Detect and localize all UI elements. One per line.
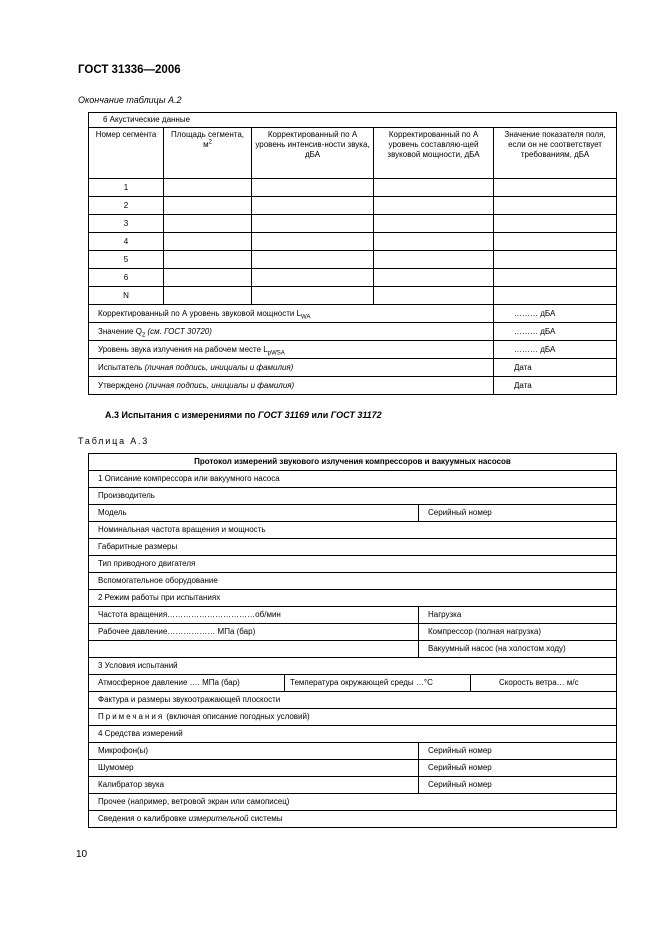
segment-cell — [252, 251, 374, 269]
segment-number: 2 — [89, 197, 164, 215]
segment-cell — [252, 269, 374, 287]
segment-cell — [494, 197, 617, 215]
segment-cell — [494, 287, 617, 305]
segment-cell — [374, 287, 494, 305]
segment-row — [89, 269, 617, 287]
segment-cell — [494, 179, 617, 197]
row-compressor-full-load: Компрессор (полная нагрузка) — [419, 624, 617, 641]
segment-cell — [252, 179, 374, 197]
row-sound-power-label: Корректированный по А уровень звуковой мощности $L_{WA}$ — [89, 305, 494, 323]
segment-row — [89, 233, 617, 251]
segment-number: 5 — [89, 251, 164, 269]
row-workplace-value: ……… дБА — [494, 341, 617, 359]
protocol-title: Протокол измерений звукового излучения компрессоров и вакуумных насосов — [89, 454, 617, 471]
row-dimensions: Габаритные размеры — [89, 539, 617, 556]
row-rotation-speed: Частота вращения……………………………об/мин — [89, 607, 419, 624]
row-q2-label: Значение $Q_2$ (см. ГОСТ 30720) — [89, 323, 494, 341]
segment-cell — [494, 215, 617, 233]
segment-cell — [252, 197, 374, 215]
segment-number: 1 — [89, 179, 164, 197]
row-workplace-label: Уровень звука излучения на рабочем месте $L_{pWSA}$ — [89, 341, 494, 359]
segment-cell — [252, 287, 374, 305]
section-acoustic-data: 6 Акустические данные — [89, 113, 617, 128]
segment-row — [89, 251, 617, 269]
measurement-protocol-table — [88, 453, 617, 828]
segment-cell — [164, 269, 252, 287]
segment-row — [89, 179, 617, 197]
segment-cell — [374, 251, 494, 269]
segment-cell — [494, 251, 617, 269]
row-tester-label: Испытатель (личная подпись, инициалы и фамилия) — [89, 359, 494, 377]
segment-row — [89, 287, 617, 305]
row-notes: Примечания (включая описание погодных условий) — [89, 709, 617, 726]
segment-cell — [164, 215, 252, 233]
row-temp-wind — [285, 675, 617, 692]
acoustic-data-table — [88, 112, 617, 395]
header-segment-number: Номер сегмента — [89, 128, 164, 179]
header-intensity-level: Корректированный по А уровень интенсив-ности звука, дБА — [252, 128, 374, 179]
segment-cell — [374, 233, 494, 251]
table-continuation-caption: Окончание таблицы А.2 — [78, 95, 182, 105]
row-meter-serial: Серийный номер — [419, 760, 617, 777]
table-a3-label: Таблица А.3 — [78, 436, 150, 446]
segment-cell — [164, 233, 252, 251]
row-calibrator-serial: Серийный номер — [419, 777, 617, 794]
section-description: 1 Описание компрессора или вакуумного насоса — [89, 471, 617, 488]
row-q2-value: ……… дБА — [494, 323, 617, 341]
section-a3-heading: А.3 Испытания с измерениями по ГОСТ 31169 или ГОСТ 31172 — [105, 410, 382, 420]
row-microphone: Микрофон(ы) — [89, 743, 419, 760]
row-manufacturer: Производитель — [89, 488, 617, 505]
header-field-indicator: Значение показателя поля, если он не соответствует требованиям, дБА — [494, 128, 617, 179]
segment-number: N — [89, 287, 164, 305]
segment-cell — [164, 251, 252, 269]
row-model-serial: Серийный номер — [419, 505, 617, 522]
section-instruments: 4 Средства измерений — [89, 726, 617, 743]
row-sound-level-meter: Шумомер — [89, 760, 419, 777]
header-segment-area: Площадь сегмента, $м^2$ — [164, 128, 252, 179]
header-power-component: Корректированный по А уровень составляю-щей звуковой мощности, дБА — [374, 128, 494, 179]
segment-cell — [164, 179, 252, 197]
row-operating-pressure: Рабочее давление……………… МПа (бар) — [89, 624, 419, 641]
segment-cell — [494, 233, 617, 251]
segment-cell — [374, 215, 494, 233]
row-wind-speed: Скорость ветра… м/с — [499, 678, 579, 687]
segment-number: 4 — [89, 233, 164, 251]
segment-cell — [252, 215, 374, 233]
segment-row — [89, 215, 617, 233]
segment-cell — [494, 269, 617, 287]
segment-cell — [374, 179, 494, 197]
row-approved-label: Утверждено (личная подпись, инициалы и фамилия) — [89, 377, 494, 395]
row-auxiliary: Вспомогательное оборудование — [89, 573, 617, 590]
section-operating-mode: 2 Режим работы при испытаниях — [89, 590, 617, 607]
segment-row — [89, 197, 617, 215]
row-load: Нагрузка — [419, 607, 617, 624]
row-empty — [89, 641, 419, 658]
row-approved-date: Дата — [494, 377, 617, 395]
page-number: 10 — [76, 849, 88, 860]
row-calibrator: Калибратор звука — [89, 777, 419, 794]
row-drive-type: Тип приводного двигателя — [89, 556, 617, 573]
row-calibration-info: Сведения о калибровке измерительной системы — [89, 811, 617, 828]
segment-number: 6 — [89, 269, 164, 287]
segment-number: 3 — [89, 215, 164, 233]
row-vacuum-idle: Вакуумный насос (на холостом ходу) — [419, 641, 617, 658]
row-sound-power-value: ……… дБА — [494, 305, 617, 323]
segment-cell — [252, 233, 374, 251]
row-atmospheric-pressure: Атмосферное давление …. МПа (бар) — [89, 675, 285, 692]
row-microphone-serial: Серийный номер — [419, 743, 617, 760]
row-rated-speed: Номинальная частота вращения и мощность — [89, 522, 617, 539]
row-ambient-temperature: Температура окружающей среды …°С — [285, 675, 471, 691]
segment-cell — [164, 287, 252, 305]
segment-cell — [164, 197, 252, 215]
segment-cell — [374, 269, 494, 287]
row-other: Прочее (например, ветровой экран или самописец) — [89, 794, 617, 811]
row-tester-date: Дата — [494, 359, 617, 377]
row-model: Модель — [89, 505, 419, 522]
section-test-conditions: 3 Условия испытаний — [89, 658, 617, 675]
row-reflecting-plane: Фактура и размеры звукоотражающей плоскости — [89, 692, 617, 709]
segment-cell — [374, 197, 494, 215]
standard-number: ГОСТ 31336—2006 — [78, 64, 181, 76]
